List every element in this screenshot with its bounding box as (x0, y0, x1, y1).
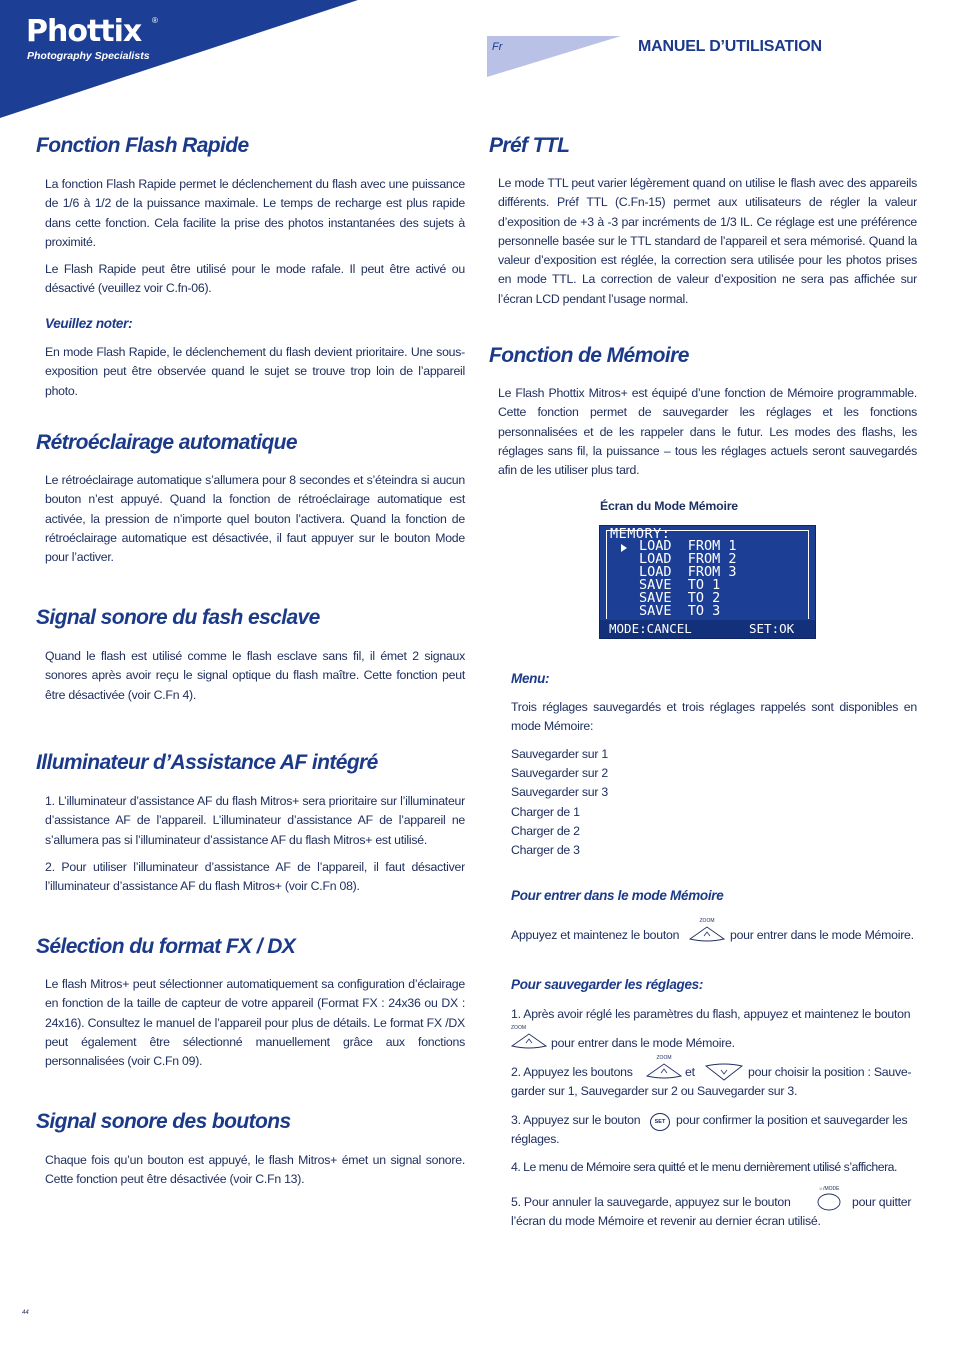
lcd-footer-right: SET:OK (749, 621, 795, 636)
lcd-item: LOAD FROM 3 (639, 564, 737, 580)
lcd-item: LOAD FROM 1 (639, 538, 737, 554)
illuminateur-p2: 2. Pour utiliser l’illuminateur d’assistance AF de l’appareil, il faut désactiver l’illuminateur d’assistance AF du flash Mitros+ (voir C.Fn 08). (45, 860, 465, 894)
list-item: Charger de 1 (511, 805, 580, 819)
set-button-icon: SET (650, 1113, 670, 1131)
enter-text-b: pour entrer dans le mode Mémoire. (730, 928, 914, 942)
mode-button-icon: ☼/MODE (814, 1186, 844, 1217)
manual-title: MANUEL D’UTILISATION (638, 38, 822, 55)
zoom-up-button-icon: ZOOM (511, 1025, 547, 1054)
step2-c: pour choisir la position : Sauve- (748, 1065, 912, 1079)
section-title-retroeclairage: Rétroéclairage automatique (36, 431, 297, 454)
memory-lcd-screen (599, 525, 816, 639)
list-item: Charger de 2 (511, 824, 580, 838)
section-title-signal-esclave: Signal sonore du fash esclave (36, 606, 320, 629)
step3-b: pour confirmer la position et sauvegarder les (676, 1113, 908, 1127)
pref-ttl-p1: Le mode TTL peut varier légèrement quand on utilise le flash avec des appareils différents. Préf TTL (C.Fn-15) permet aux utilisateurs de régler la valeur d’exposition de +3 à -3 par incréments de 1/3 IL. Ce réglage est une préférence personnelle basée sur le TTL standard de l’appareil et sera mémorisé. Quand la valeur d’exposition est réglée, la correction sera utilisée pour les photos prises en mode TTL. La correction de valeur d’exposition ne sera pas affichée sur l’écran LCD pendant l’usage normal. (498, 176, 917, 306)
menu-title: Menu: (511, 671, 550, 686)
lcd-cursor-icon (621, 544, 627, 552)
step5-c: l’écran du mode Mémoire et revenir au dernier écran utilisé. (511, 1214, 821, 1228)
section-title-pref-ttl: Préf TTL (489, 134, 570, 157)
zoom-up-button-icon: ZOOM (689, 918, 725, 947)
brand-logo: Phottix (26, 14, 142, 49)
lcd-item: SAVE TO 1 (639, 577, 721, 593)
step3-a: 3. Appuyez sur le bouton (511, 1113, 641, 1127)
fx-dx-p1: Le flash Mitros+ peut sélectionner automatiquement sa configuration d’éclairage en fonction de la taille de capteur de votre appareil (Format FX : 24x36 ou DX : 24x16). Consultez le manuel de l’appareil pour plus de détails. Le format FX /DX peut également être sélectionné manuellement grâce aux fonctions personnalisées (voir C.Fn 09). (45, 977, 465, 1069)
section-title-illuminateur: Illuminateur d’Assistance AF intégré (36, 751, 378, 774)
lcd-item: SAVE TO 3 (639, 603, 721, 619)
step2-d: garder sur 1, Sauvegarder sur 2 ou Sauvegarder sur 3. (511, 1084, 798, 1098)
step4: 4. Le menu de Mémoire sera quitté et le menu dernièrement utilisé s’affichera. (511, 1160, 897, 1174)
note-title: Veuillez noter: (45, 316, 133, 331)
lcd-item: SAVE TO 2 (639, 590, 721, 606)
lcd-title: MEMORY: (610, 526, 671, 542)
lang-tab (487, 36, 622, 78)
memoire-p1: Le Flash Phottix Mitros+ est équipé d’une fonction de Mémoire programmable. Cette fonction permet de sauvegarder les réglages et les fonctions personnalisées et de les rappeler dans le futur. Les modes des flashs, les réglages sans fil, la puissance – tous les réglages actuels seront sauvegardés afin de les utiliser plus tard. (498, 386, 917, 478)
enter-title: Pour entrer dans le mode Mémoire (511, 888, 724, 903)
list-item: Sauvegarder sur 3 (511, 785, 608, 799)
section-title-memoire: Fonction de Mémoire (489, 344, 689, 367)
retroeclairage-p1: Le rétroéclairage automatique s’allumera pour 8 secondes et s’éteindra si aucun bouton n’est appuyé. Quand la fonction de rétroéclairage automatique est activée, la pression de n’importe quel bouton l’activera. Quand la fonction de rétroéclairage automatique est désactivée, il faut appuyer sur le bouton Mode pour l’activer. (45, 473, 465, 565)
lcd-footer-left: MODE:CANCEL (609, 621, 692, 636)
flash-rapide-p2: Le Flash Rapide peut être utilisé pour le mode rafale. Il peut être activé ou désactivé (veuillez voir C.fn-06). (45, 262, 465, 296)
lcd-item: LOAD FROM 2 (639, 551, 737, 567)
list-item: Sauvegarder sur 1 (511, 747, 608, 761)
brand-tagline: Photography Specialists (27, 50, 150, 62)
step1-a: 1. Après avoir réglé les paramètres du flash, appuyez et maintenez le bouton (511, 1007, 911, 1021)
list-item: Charger de 3 (511, 843, 580, 857)
zoom-up-button-icon: ZOOM (646, 1055, 682, 1084)
signal-esclave-p1: Quand le flash est utilisé comme le flash esclave sans fil, il émet 2 signaux sonores après avoir reçu le signal optique du flash maître. Cette fonction peut être désactivée (voir C.Fn 4). (45, 649, 465, 702)
save-title: Pour sauvegarder les réglages: (511, 977, 704, 992)
enter-text-a: Appuyez et maintenez le bouton (511, 928, 680, 942)
step2-b: et (685, 1065, 695, 1079)
step5-b: pour quitter (852, 1195, 912, 1209)
step3-c: réglages. (511, 1132, 560, 1146)
step2-a: 2. Appuyez les boutons (511, 1065, 633, 1079)
list-item: Sauvegarder sur 2 (511, 766, 608, 780)
note-text: En mode Flash Rapide, le déclenchement du flash devient prioritaire. Une sous-exposition peut être observée quand le sujet se trouve trop loin de l’appareil photo. (45, 345, 465, 398)
step5-a: 5. Pour annuler la sauvegarde, appuyez sur le bouton (511, 1195, 791, 1209)
section-title-flash-rapide: Fonction Flash Rapide (36, 134, 249, 157)
flash-rapide-p1: La fonction Flash Rapide permet le déclenchement du flash avec une puissance de 1/6 à 1/2 de la puissance maximale. Le temps de recharge est plus rapide dans cette fonction. Cela facilite la prise des photos instantanées des sujets à proximité. (45, 177, 465, 249)
section-title-signal-boutons: Signal sonore des boutons (36, 1110, 291, 1133)
illuminateur-p1: 1. L’illuminateur d’assistance AF du flash Mitros+ sera prioritaire sur l’illuminateur d’assistance AF de l’appareil. L’illuminateur d’assistance AF de l’appareil ne s’allumera pas si l’illuminateur d’assistance AF du flash Mitros+ est utilisé. (45, 794, 465, 847)
registered-mark: ® (152, 16, 158, 25)
menu-text: Trois réglages sauvegardés et trois réglages rappelés sont disponibles en mode Mémoire: (511, 700, 917, 734)
step1-b: pour entrer dans le mode Mémoire. (551, 1036, 735, 1050)
section-title-fx-dx: Sélection du format FX / DX (36, 935, 296, 958)
page-number: 44 (22, 1310, 29, 1316)
signal-boutons-p1: Chaque fois qu’un bouton est appuyé, le flash Mitros+ émet un signal sonore. Cette fonction peut être désactivée (voir C.Fn 13). (45, 1153, 465, 1187)
lang-label: Fr (492, 41, 503, 53)
screen-caption: Écran du Mode Mémoire (600, 499, 738, 513)
